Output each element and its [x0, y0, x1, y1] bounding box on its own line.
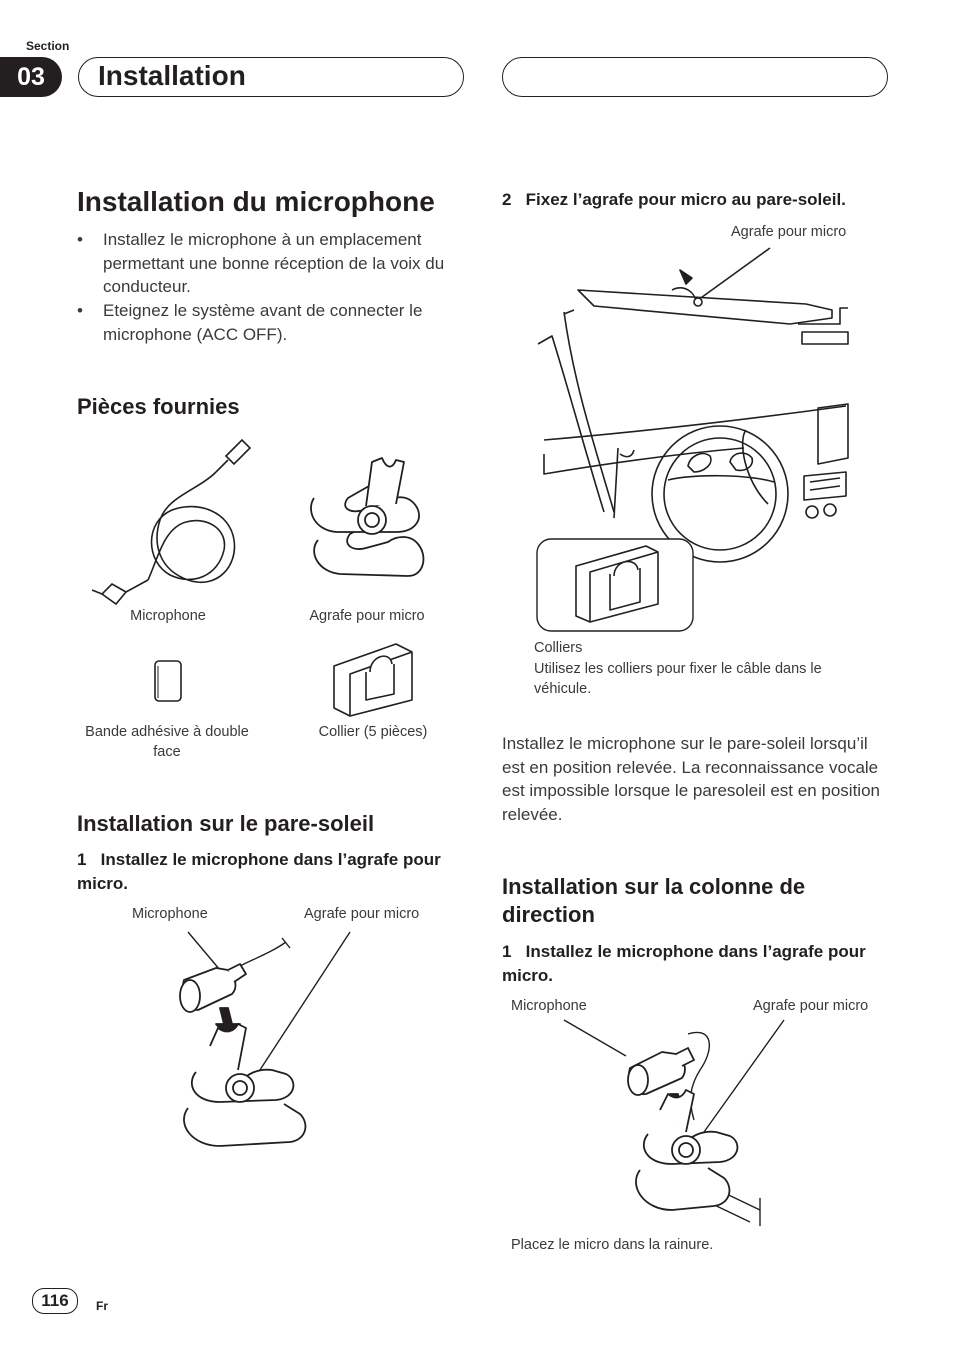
bullet-item [77, 299, 461, 346]
car-interior-illustration [534, 244, 850, 518]
adhesive-tape-illustration [154, 660, 182, 702]
colliers-title: Colliers [534, 640, 583, 656]
section-number: 03 [0, 57, 62, 97]
caption-adhesive-tape: Bande adhésive à double face [85, 724, 249, 760]
cable-clamp-illustration [330, 642, 416, 718]
bullet-text: Installez le microphone à un emplacement permettant une bonne réception de la voix du conducteur. [103, 230, 445, 296]
bullet-text: Eteignez le système avant de connecter le microphone (ACC OFF). [103, 301, 423, 344]
mic-clip-illustration [300, 452, 430, 580]
page-title: Installation du microphone [77, 186, 435, 217]
label-mic-clip-steering: Agrafe pour micro [753, 998, 869, 1014]
label-mic-clip: Agrafe pour micro [304, 906, 420, 922]
step-text: Installez le microphone dans l’agrafe pour micro. [77, 850, 441, 893]
label-mic-clip-visor: Agrafe pour micro [731, 224, 847, 240]
step-number: 1 [77, 850, 87, 869]
step-text: Installez le microphone dans l’agrafe pour micro. [502, 942, 866, 985]
colliers-text: Utilisez les colliers pour fixer le câble dans le véhicule. [534, 661, 822, 697]
mic-into-clip-illustration [176, 928, 346, 1150]
steering-heading: Installation sur la colonne de direction [502, 874, 806, 927]
caption-microphone: Microphone [130, 608, 206, 624]
label-microphone: Microphone [132, 906, 208, 922]
colliers-inset-illustration [536, 538, 696, 634]
sunvisor-heading: Installation sur le pare-soleil [77, 811, 375, 836]
section-title: Installation [98, 60, 246, 91]
language-code: Fr [96, 1299, 108, 1313]
caption-mic-clip: Agrafe pour micro [309, 608, 425, 624]
steering-mic-illustration [564, 1020, 780, 1226]
microphone-illustration [88, 430, 248, 605]
label-microphone-steering: Microphone [511, 998, 587, 1014]
section-subtitle-frame [502, 57, 888, 97]
pieces-heading: Pièces fournies [77, 394, 240, 419]
steering-note: Placez le micro dans la rainure. [511, 1237, 714, 1253]
step-text: Fixez l’agrafe pour micro au pare-soleil. [525, 190, 846, 209]
steering-step-1 [502, 940, 886, 987]
bullet-item [77, 228, 461, 299]
sunvisor-step-2 [502, 188, 902, 212]
section-label: Section [26, 39, 70, 53]
page-number: 116 [32, 1288, 78, 1314]
step-number: 2 [502, 190, 512, 209]
caption-clamp: Collier (5 pièces) [318, 724, 428, 740]
sunvisor-paragraph: Installez le microphone sur le pare-soleil lorsqu’il est en position relevée. La reconnaissance vocale est impossible lorsque le paresoleil est en position relevée. [502, 734, 880, 824]
bullet-dot: • [77, 301, 83, 320]
sunvisor-step-1 [77, 848, 461, 895]
bullet-dot: • [77, 230, 83, 249]
step-number: 1 [502, 942, 512, 961]
